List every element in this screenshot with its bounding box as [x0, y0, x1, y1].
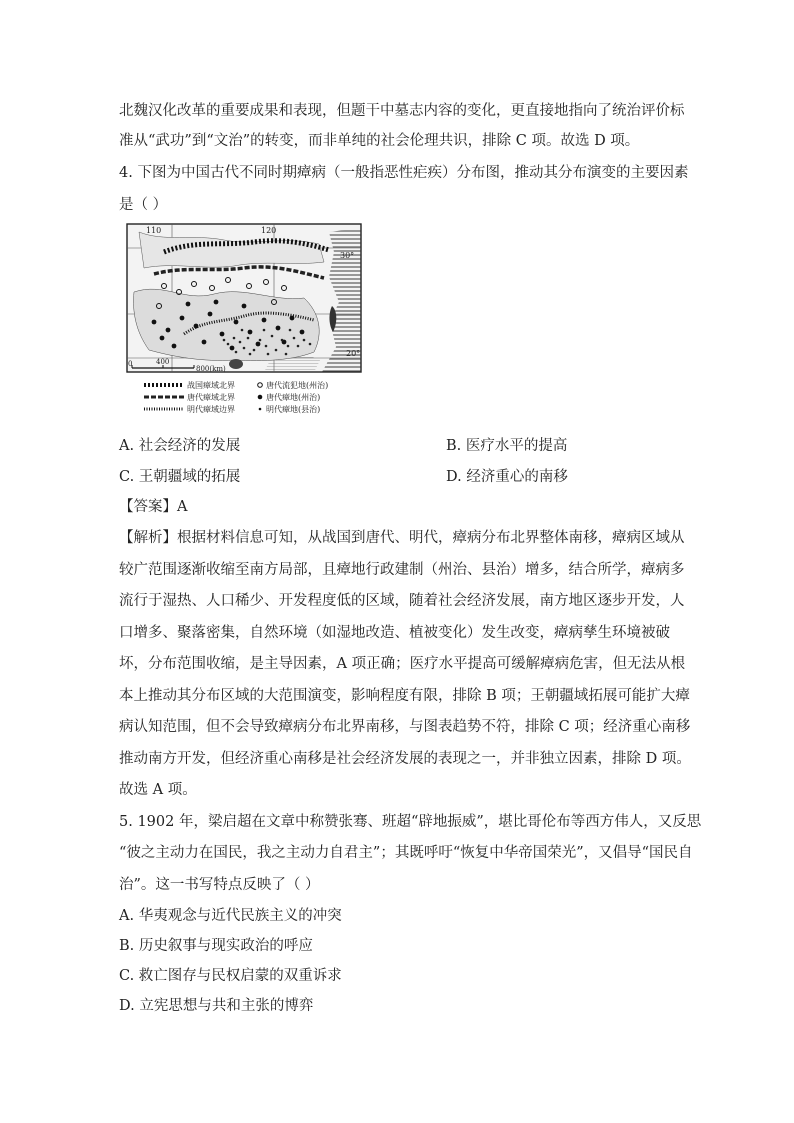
legend-ming-site-symbol [259, 408, 262, 411]
legend-tang: 唐代瘴域北界 [187, 393, 235, 402]
intro-line-2: 准从“武功”到“文治”的转变，而非单纯的社会伦理共识，排除 C 项。故选 D 项。 [119, 133, 640, 149]
q4-option-a: A. 社会经济的发展 [119, 438, 241, 454]
q4-analysis-line-2: 较广范围逐渐收缩至南方局部，且瘴地行政建制（州治、县治）增多，结合所学，瘴病多 [119, 562, 685, 578]
q4-analysis-line-9: 故选 A 项。 [119, 782, 197, 798]
lon-110-label: 110 [146, 226, 162, 235]
lat-30-label: 30° [340, 251, 355, 260]
q4-option-b: B. 医疗水平的提高 [446, 438, 568, 454]
q5-stem-line-1: 5. 1902 年，梁启超在文章中称赞张骞、班超“辟地振威”，堪比哥伦布等西方伟人，又反思 [119, 814, 702, 830]
legend-warring-states: 战国瘴域北界 [187, 381, 235, 390]
legend-exile: 唐代流犯地(州治) [266, 381, 329, 390]
q4-answer: 【答案】A [119, 499, 188, 515]
q4-stem-line-2: 是（ ） [119, 197, 168, 213]
q4-analysis-line-4: 口增多、聚落密集，自然环境（如湿地改造、植被变化）发生改变，瘴病孳生环境被破 [119, 625, 670, 641]
intro-line-1: 北魏汉化改革的重要成果和表现，但题干中墓志内容的变化，更直接地指向了统治评价标 [119, 103, 685, 119]
q5-option-b: B. 历史叙事与现实政治的呼应 [119, 938, 313, 954]
scale-0: 0 [128, 360, 133, 368]
q4-analysis-line-5: 坏，分布范围收缩，是主导因素，A 项正确；医疗水平提高可缓解瘴病危害，但无法从根 [119, 656, 686, 672]
q4-stem-line-1: 4. 下图为中国古代不同时期瘴病（一般指恶性疟疾）分布图，推动其分布演变的主要因素 [119, 165, 689, 181]
legend-ming-site: 明代瘴地(县治) [266, 405, 321, 414]
malaria-distribution-map [124, 222, 364, 426]
legend-tang-site-symbol [258, 395, 263, 400]
map-figure [124, 222, 364, 426]
q4-analysis-line-6: 本上推动其分布区域的大范围演变，影响程度有限，排除 B 项；王朝疆域拓展可能扩大瘴 [119, 688, 690, 704]
q5-stem-line-2: “彼之主动力在国民，我之主动力自君主”；其既呼吁“恢复中华帝国荣光”，又倡导“国民自 [119, 845, 693, 861]
q5-option-c: C. 救亡图存与民权启蒙的双重诉求 [119, 968, 342, 984]
scale-400: 400 [156, 358, 170, 366]
q4-analysis-line-8: 推动南方开发，但经济重心南移是社会经济发展的表现之一，并非独立因素，排除 D 项。 [119, 751, 691, 767]
q4-analysis-line-3: 流行于湿热、人口稀少、开发程度低的区域，随着社会经济发展，南方地区逐步开发，人 [119, 593, 685, 609]
land-south [134, 289, 320, 361]
q5-option-d: D. 立宪思想与共和主张的博弈 [119, 998, 314, 1014]
q5-option-a: A. 华夷观念与近代民族主义的冲突 [119, 908, 342, 924]
legend-tang-site: 唐代瘴地(州治) [266, 393, 321, 402]
q4-analysis-line-1: 【解析】根据材料信息可知，从战国到唐代、明代，瘴病分布北界整体南移，瘴病区域从 [119, 530, 685, 546]
legend-ming: 明代瘴域边界 [187, 405, 235, 414]
lat-20-label: 20° [346, 349, 361, 358]
q4-option-d: D. 经济重心的南移 [446, 469, 568, 485]
scale-800: 800(km) [196, 365, 226, 373]
q5-stem-line-3: 治”。这一书写特点反映了（ ） [119, 877, 320, 893]
lon-120-label: 120 [261, 226, 277, 235]
map-legend [144, 380, 328, 414]
q4-analysis-line-7: 病认知范围，但不会导致瘴病分布北界南移，与图表趋势不符，排除 C 项；经济重心南移 [119, 719, 691, 735]
legend-exile-symbol [258, 383, 263, 388]
hainan-island [229, 359, 243, 369]
q4-option-c: C. 王朝疆域的拓展 [119, 469, 241, 485]
